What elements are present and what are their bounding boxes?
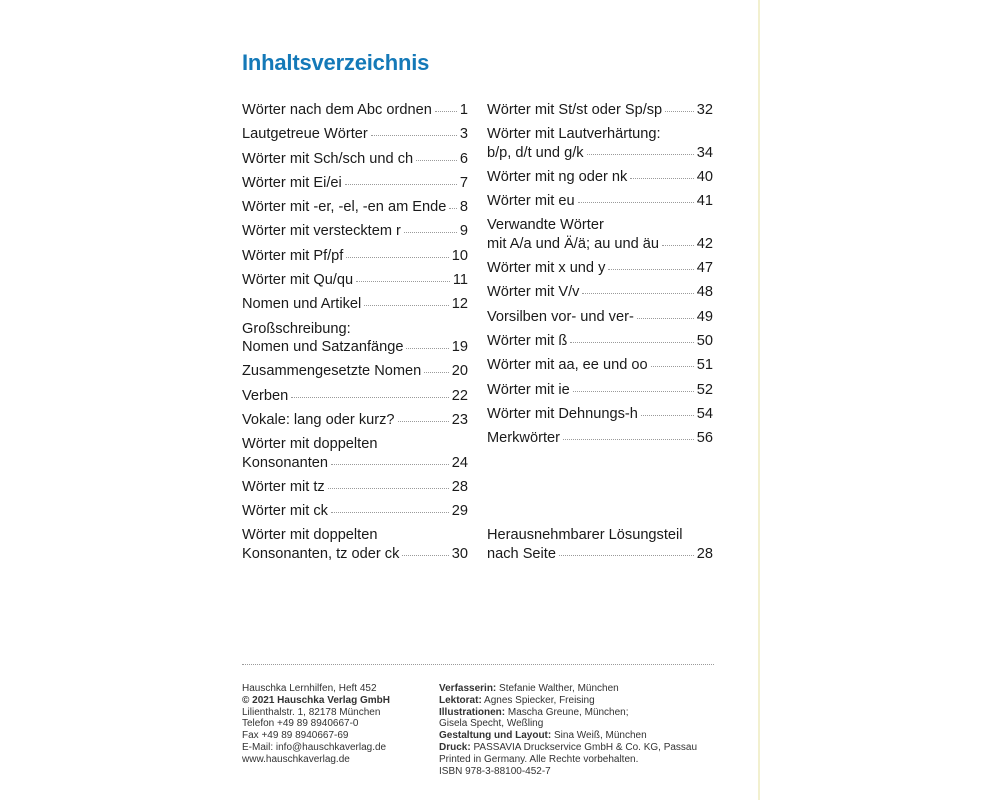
toc-entry[interactable] <box>487 168 713 192</box>
toc-entry[interactable] <box>242 320 468 363</box>
toc-entry-row <box>487 381 713 400</box>
dot-leader <box>641 415 694 416</box>
toc-page-number: 9 <box>459 223 468 240</box>
toc-entry[interactable] <box>487 332 713 356</box>
imprint-line <box>439 730 714 742</box>
toc-entry-text: Wörter mit Sch/sch und ch <box>242 150 414 167</box>
toc-entry[interactable] <box>242 295 468 319</box>
toc-entry-text: Wörter mit doppelten <box>242 436 378 453</box>
toc-entry[interactable] <box>487 308 713 332</box>
toc-entry-text: Wörter mit Qu/qu <box>242 272 354 289</box>
toc-entry-text: Wörter mit aa, ee und oo <box>487 357 648 374</box>
toc-page-number: 19 <box>451 339 468 356</box>
toc-entry[interactable] <box>242 150 468 174</box>
imprint-line <box>439 718 714 730</box>
toc-entry-text: Wörter mit doppelten <box>242 527 378 544</box>
dot-leader <box>570 342 694 343</box>
toc-entry[interactable] <box>487 125 713 168</box>
dot-leader <box>331 512 449 513</box>
toc-page-number: 11 <box>452 272 468 289</box>
imprint-line: © 2021 Hauschka Verlag GmbH <box>242 694 390 706</box>
toc-entry-row <box>242 125 468 144</box>
toc-entry-text: Wörter mit Lautverhärtung: <box>487 126 661 143</box>
toc-entry-row <box>242 247 468 266</box>
dot-leader <box>402 555 448 556</box>
toc-page-number: 41 <box>696 193 713 210</box>
toc-page-number: 22 <box>451 387 468 404</box>
imprint-value: Stefanie Walther, München <box>496 683 619 694</box>
imprint-line: Lilienthalstr. 1, 82178 München <box>242 706 381 718</box>
toc-entry[interactable] <box>242 271 468 295</box>
toc-entry[interactable] <box>242 502 468 526</box>
toc-entry-row <box>242 295 468 314</box>
imprint-line <box>439 683 714 695</box>
toc-entry-row <box>487 405 713 424</box>
dot-leader <box>346 257 448 258</box>
toc-column-right <box>487 101 713 453</box>
toc-entry[interactable] <box>487 405 713 429</box>
toc-entry-text: Wörter mit Dehnungs-h <box>487 405 638 422</box>
toc-entry-text: b/p, d/t und g/k <box>487 144 584 161</box>
dot-leader <box>404 232 457 233</box>
toc-entry[interactable] <box>242 435 468 478</box>
toc-entry-text: Vorsilben vor- und ver- <box>487 308 634 325</box>
toc-page-number: 7 <box>459 174 468 191</box>
toc-entry[interactable] <box>487 192 713 216</box>
dot-leader <box>637 318 694 319</box>
toc-entry[interactable] <box>487 356 713 380</box>
toc-page-number: 50 <box>696 332 713 349</box>
imprint-publisher <box>242 683 432 766</box>
toc-entry-text: Wörter mit V/v <box>487 284 580 301</box>
dot-leader <box>331 464 449 465</box>
toc-entry-row <box>487 356 713 375</box>
imprint-line: E-Mail: info@hauschkaverlag.de <box>242 741 387 753</box>
imprint-label: Gestaltung und Layout: <box>439 730 552 742</box>
toc-entry-row <box>242 387 468 406</box>
toc-page-number: 40 <box>696 168 713 185</box>
toc-entry-text: Wörter mit eu <box>487 193 575 210</box>
imprint-line <box>439 695 714 707</box>
toc-entry[interactable] <box>487 216 713 259</box>
toc-entry-text: Merkwörter <box>487 430 560 447</box>
toc-entry-row <box>487 308 713 327</box>
toc-page-number: 49 <box>696 308 713 325</box>
footer-divider <box>242 664 714 665</box>
toc-page-number: 29 <box>451 503 468 520</box>
toc-entry[interactable] <box>242 174 468 198</box>
toc-entry-row <box>487 235 713 254</box>
imprint-line <box>439 754 714 766</box>
toc-entry-text: Herausnehmbarer Lösungsteil <box>487 527 683 543</box>
toc-entry-text: Wörter mit x und y <box>487 260 606 277</box>
toc-entry-text: Konsonanten <box>242 454 329 471</box>
toc-entry[interactable] <box>242 198 468 222</box>
toc-entry-row <box>242 478 468 497</box>
dot-leader <box>662 245 694 246</box>
toc-entry-text: Lautgetreue Wörter <box>242 126 368 143</box>
toc-page-number: 48 <box>696 284 713 301</box>
dot-leader <box>582 293 693 294</box>
imprint-value: Printed in Germany. Alle Rechte vorbehalten. <box>439 753 639 765</box>
imprint-credits <box>439 683 714 777</box>
toc-entry-row <box>487 332 713 351</box>
toc-entry[interactable] <box>242 125 468 149</box>
imprint-line: Hauschka Lernhilfen, Heft 452 <box>242 683 377 694</box>
toc-entry-text: Wörter mit tz <box>242 478 325 495</box>
dot-leader <box>291 397 449 398</box>
dot-leader <box>559 555 694 556</box>
dot-leader <box>563 439 694 440</box>
toc-page-number: 28 <box>696 545 713 562</box>
toc-entry[interactable] <box>242 362 468 386</box>
imprint-value: Sina Weiß, München <box>551 730 647 742</box>
page-title: Inhaltsverzeichnis <box>242 50 430 75</box>
imprint-line <box>439 707 714 719</box>
dot-leader <box>406 348 448 349</box>
toc-entry-row <box>242 545 468 564</box>
toc-entry-row <box>487 545 713 564</box>
imprint-value: Gisela Specht, Weßling <box>439 718 544 730</box>
toc-entry[interactable] <box>487 259 713 283</box>
dot-leader <box>435 111 457 112</box>
dot-leader <box>364 305 449 306</box>
toc-page-number: 23 <box>451 411 468 428</box>
toc-entry[interactable] <box>487 381 713 405</box>
toc-entry-text: Wörter mit St/st oder Sp/sp <box>487 102 663 118</box>
toc-entry-text: Verwandte Wörter <box>487 217 604 234</box>
dot-leader <box>449 208 457 209</box>
toc-page-number: 56 <box>696 430 713 447</box>
toc-entry-text: nach Seite <box>487 545 556 562</box>
imprint-line: Fax +49 89 8940667-69 <box>242 730 349 742</box>
toc-entry[interactable] <box>242 526 468 569</box>
toc-entry-row <box>242 101 468 120</box>
toc-entry-row <box>242 454 468 473</box>
toc-page-number: 47 <box>696 260 713 277</box>
toc-entry-row <box>487 429 713 448</box>
dot-leader <box>665 111 694 112</box>
toc-entry[interactable] <box>242 101 468 125</box>
solution-note <box>487 526 713 569</box>
toc-column-left <box>242 101 468 569</box>
toc-entry[interactable] <box>242 411 468 435</box>
imprint-line <box>439 766 714 778</box>
toc-page-number: 8 <box>459 199 468 216</box>
imprint-label: Lektorat: <box>439 694 482 706</box>
toc-page-number: 42 <box>696 235 713 252</box>
toc-page-number: 32 <box>696 102 713 118</box>
toc-entry-text: Verben <box>242 387 289 404</box>
toc-entry-row <box>487 144 713 163</box>
toc-page-number: 24 <box>451 454 468 471</box>
toc-page-number: 6 <box>459 150 468 167</box>
toc-entry-text: Vokale: lang oder kurz? <box>242 411 395 428</box>
toc-entry[interactable] <box>487 283 713 307</box>
dot-leader <box>328 488 449 489</box>
imprint-value: PASSAVIA Druckservice GmbH & Co. KG, Passau <box>470 741 698 753</box>
toc-entry-text: Wörter mit -er, -el, -en am Ende <box>242 199 447 216</box>
toc-entry-row <box>242 174 468 193</box>
toc-entry-text: Wörter nach dem Abc ordnen <box>242 102 432 118</box>
toc-entry-row <box>242 362 468 381</box>
toc-entry-text: Wörter mit Pf/pf <box>242 247 344 264</box>
toc-entry[interactable] <box>242 478 468 502</box>
toc-page-number: 3 <box>459 126 468 143</box>
dot-leader <box>356 281 450 282</box>
dot-leader <box>608 269 693 270</box>
toc-entry-text: mit A/a und Ä/ä; au und äu <box>487 235 660 252</box>
dot-leader <box>630 178 693 179</box>
toc-entry[interactable] <box>487 429 713 453</box>
toc-entry-row <box>242 411 468 430</box>
toc-page-number: 20 <box>451 363 468 380</box>
toc-entry-row <box>242 502 468 521</box>
toc-entry-row <box>242 198 468 217</box>
toc-entry[interactable] <box>242 222 468 246</box>
dot-leader <box>424 372 449 373</box>
toc-page-number: 51 <box>696 357 713 374</box>
toc-entry[interactable] <box>487 101 713 125</box>
dot-leader <box>651 366 694 367</box>
toc-entry-row <box>242 271 468 290</box>
toc-entry[interactable] <box>242 387 468 411</box>
imprint-value: ISBN 978-3-88100-452-7 <box>439 765 551 777</box>
toc-entry-text: Wörter mit ng oder nk <box>487 168 628 185</box>
dot-leader <box>371 135 457 136</box>
toc-page-number: 54 <box>696 405 713 422</box>
dot-leader <box>398 421 449 422</box>
imprint-line <box>439 742 714 754</box>
toc-entry-text: Wörter mit Ei/ei <box>242 174 342 191</box>
toc-entry-row <box>242 150 468 169</box>
dot-leader <box>345 184 457 185</box>
toc-page-number: 34 <box>696 144 713 161</box>
toc-entry-row <box>487 101 713 120</box>
toc-entry[interactable] <box>487 526 713 569</box>
toc-page-number: 10 <box>451 247 468 264</box>
toc-entry-row <box>487 192 713 211</box>
toc-page-number: 1 <box>459 102 468 118</box>
imprint-line: Telefon +49 89 8940667-0 <box>242 718 359 730</box>
toc-entry-row <box>487 168 713 187</box>
imprint-label: Verfasserin: <box>439 683 497 694</box>
page-edge-rule <box>758 0 760 800</box>
toc-entry-text: Wörter mit ie <box>487 381 570 398</box>
toc-entry-text: Nomen und Satzanfänge <box>242 339 404 356</box>
dot-leader <box>587 154 694 155</box>
toc-entry-text: Nomen und Artikel <box>242 296 362 313</box>
toc-page-number: 52 <box>696 381 713 398</box>
dot-leader <box>578 202 694 203</box>
imprint-label: Druck: <box>439 741 471 753</box>
toc-entry-text: Wörter mit verstecktem r <box>242 223 401 240</box>
imprint-line: www.hauschkaverlag.de <box>242 753 350 765</box>
toc-entry[interactable] <box>242 247 468 271</box>
toc-entry-row <box>487 259 713 278</box>
imprint-value: Mascha Greune, München; <box>505 706 629 718</box>
toc-entry-text: Konsonanten, tz oder ck <box>242 545 400 562</box>
toc-entry-row <box>487 283 713 302</box>
imprint-label: Illustrationen: <box>439 706 506 718</box>
toc-page-number: 28 <box>451 478 468 495</box>
toc-entry-text: Zusammengesetzte Nomen <box>242 363 422 380</box>
toc-entry-text: Wörter mit ck <box>242 503 328 520</box>
toc-entry-row <box>242 338 468 357</box>
imprint-value: Agnes Spiecker, Freising <box>481 694 595 706</box>
toc-entry-row <box>242 222 468 241</box>
dot-leader <box>573 391 694 392</box>
toc-entry-text: Wörter mit ß <box>487 332 568 349</box>
dot-leader <box>416 160 457 161</box>
toc-entry-text: Großschreibung: <box>242 320 351 337</box>
toc-page-number: 30 <box>451 545 468 562</box>
toc-page-number: 12 <box>451 296 468 313</box>
